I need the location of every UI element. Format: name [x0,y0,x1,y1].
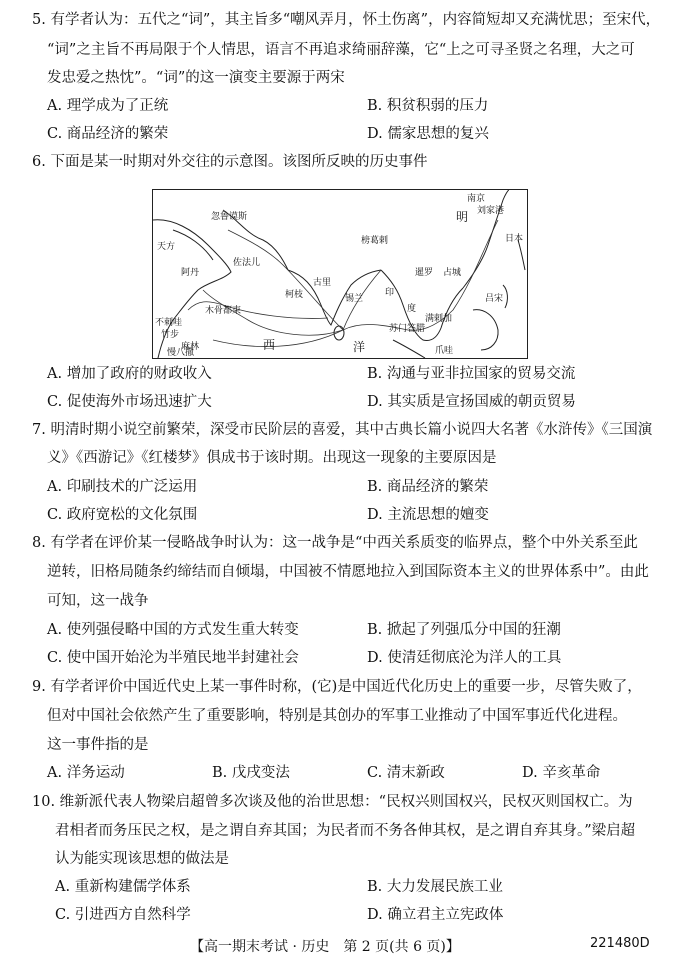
q8-stem-line-1: 8. 有学者在评价某一侵略战争时认为：这一战争是“中西关系质变的临界点，整个中外关系至此 [32,535,638,551]
map-label-juba: 竹步 [161,330,180,340]
map-label-siam: 暹罗 [415,268,434,278]
q5-option-b[interactable]: B. 积贫积弱的压力 [367,98,489,114]
q8-option-a[interactable]: A. 使列强侵略中国的方式发生重大转变 [47,622,299,638]
map-label-ming: 明 [456,210,469,224]
q9-stem-line-2: 但对中国社会依然产生了重要影响，特别是其创办的军事工业推动了中国军事近代化进程。 [47,708,627,724]
q9-option-c[interactable]: C. 清末新政 [367,765,445,781]
q8-option-d[interactable]: D. 使清廷彻底沦为洋人的工具 [367,650,562,666]
map-label-cochin: 柯枝 [285,290,304,300]
q10-stem-line-3: 认为能实现该思想的做法是 [55,851,229,867]
q7-option-c[interactable]: C. 政府宽松的文化氛围 [47,507,198,523]
q8-stem-line-3: 可知，这一战争 [47,593,149,609]
q9-stem-line-3: 这一事件指的是 [47,737,149,753]
q7-option-d[interactable]: D. 主流思想的嬗变 [367,507,489,523]
map-label-du: 度 [407,304,417,314]
q8-option-c[interactable]: C. 使中国开始沦为半殖民地半封建社会 [47,650,299,666]
q5-option-a[interactable]: A. 理学成为了正统 [47,98,169,114]
q5-stem-line-3: 发忠爱之热忱”。“词”的这一演变主要源于两宋 [47,70,345,86]
map-label-mombasa: 慢八撒 [167,348,195,358]
china-coast [463,190,509,288]
q10-option-b[interactable]: B. 大力发展民族工业 [367,879,503,895]
q8-stem-line-2: 逆转，旧格局随条约缔结而自倾塌，中国被不情愿地拉入到国际资本主义的世界体系中”。由此 [47,564,649,580]
map-label-mecca: 天方 [157,242,176,252]
q8-option-b[interactable]: B. 掀起了列强瓜分中国的狂潮 [367,622,561,638]
q10-option-a[interactable]: A. 重新构建儒学体系 [55,879,191,895]
q10-option-c[interactable]: C. 引进西方自然科学 [55,907,191,923]
q6-option-b[interactable]: B. 沟通与亚非拉国家的贸易交流 [367,366,576,382]
q9-option-a[interactable]: A. 洋务运动 [47,765,125,781]
q5-option-c[interactable]: C. 商品经济的繁荣 [47,126,169,142]
route-south [213,330,343,347]
map-label-dhofar: 佐法儿 [233,258,261,268]
map-label-malacca: 满剌加 [425,314,453,324]
map-label-ceylon: 锡兰 [345,294,364,304]
q7-option-b[interactable]: B. 商品经济的繁荣 [367,479,489,495]
q6-option-a[interactable]: A. 增加了政府的财政收入 [47,366,212,382]
q5-stem-line-2: “词”之主旨不再局限于个人情思，语言不再追求绮丽辞藻，它“上之可寻圣贤之名理，大之可 [47,42,635,58]
q6-option-c[interactable]: C. 促使海外市场迅速扩大 [47,394,212,410]
paper-code: 221480D [590,936,650,951]
q7-stem-line-2: 义》《西游记》《红楼梦》俱成书于该时期。出现这一现象的主要原因是 [47,450,497,466]
map-label-malindi: 麻林 [181,342,200,352]
map-label-mogadishu: 木骨都束 [205,306,242,316]
luzon-coast [503,285,507,308]
map-label-xi: 西 [263,338,276,352]
map-label-samudera: 苏门答腊 [389,324,426,334]
map-drawing [153,190,527,358]
map-label-luzon: 吕宋 [485,294,504,304]
q9-option-b[interactable]: B. 戊戌变法 [212,765,290,781]
q7-stem-line-1: 7. 明清时期小说空前繁荣，深受市民阶层的喜爱，其中古典长篇小说四大名著《水浒传》《三国演 [32,422,653,438]
q5-option-d[interactable]: D. 儒家思想的复兴 [367,126,489,142]
map-label-japan: 日本 [505,234,524,244]
map-label-calicut: 古里 [313,278,332,288]
map-label-java: 爪哇 [435,346,454,356]
map-label-yang: 洋 [353,340,366,354]
borneo-coast [473,310,498,350]
q5-stem-line-1: 5. 有学者认为：五代之“词”，其主旨多“嘲风弄月，怀土伤离”，内容简短却又充满忧思；至宋代， [32,12,661,28]
map-label-nanjing: 南京 [467,194,486,204]
q7-option-a[interactable]: A. 印刷技术的广泛运用 [47,479,198,495]
map-label-aden: 阿丹 [181,268,200,278]
q6-stem: 6. 下面是某一时期对外交往的示意图。该图所反映的历史事件 [32,154,428,170]
page-footer: 【高一期末考试 · 历史 第 2 页(共 6 页)】 [190,939,460,955]
ceylon-island [334,326,344,340]
q9-option-d[interactable]: D. 辛亥革命 [522,765,601,781]
q6-option-d[interactable]: D. 其实质是宣扬国威的朝贡贸易 [367,394,576,410]
q9-stem-line-1: 9. 有学者评价中国近代史上某一事件时称，(它)是中国近代化历史上的重要一步，尽管失败了， [32,679,642,695]
map-label-liujiagang: 刘家港 [477,206,505,216]
q10-stem-line-2: 君相者而务压民之权，是之谓自弃其国；为民者而不务各伸其权，是之谓自弃其身。”梁启超 [55,823,636,839]
map-label-bengal: 榜葛剌 [361,236,389,246]
q10-stem-line-1: 10. 维新派代表人物梁启超曾多次谈及他的治世思想：“民权兴则国权兴，民权灭则国权亡。为 [32,794,633,810]
q10-option-d[interactable]: D. 确立君主立宪政体 [367,907,504,923]
map-label-hormuz: 忽鲁谟斯 [211,212,248,222]
map-label-brava: 不刺哇 [155,318,183,328]
japan-coast [518,240,525,270]
red-sea-coast [173,230,213,260]
sumatra-coast [393,340,425,358]
map-label-yin: 印 [385,288,395,298]
map-label-champa: 占城 [443,268,462,278]
voyage-map [152,189,528,359]
